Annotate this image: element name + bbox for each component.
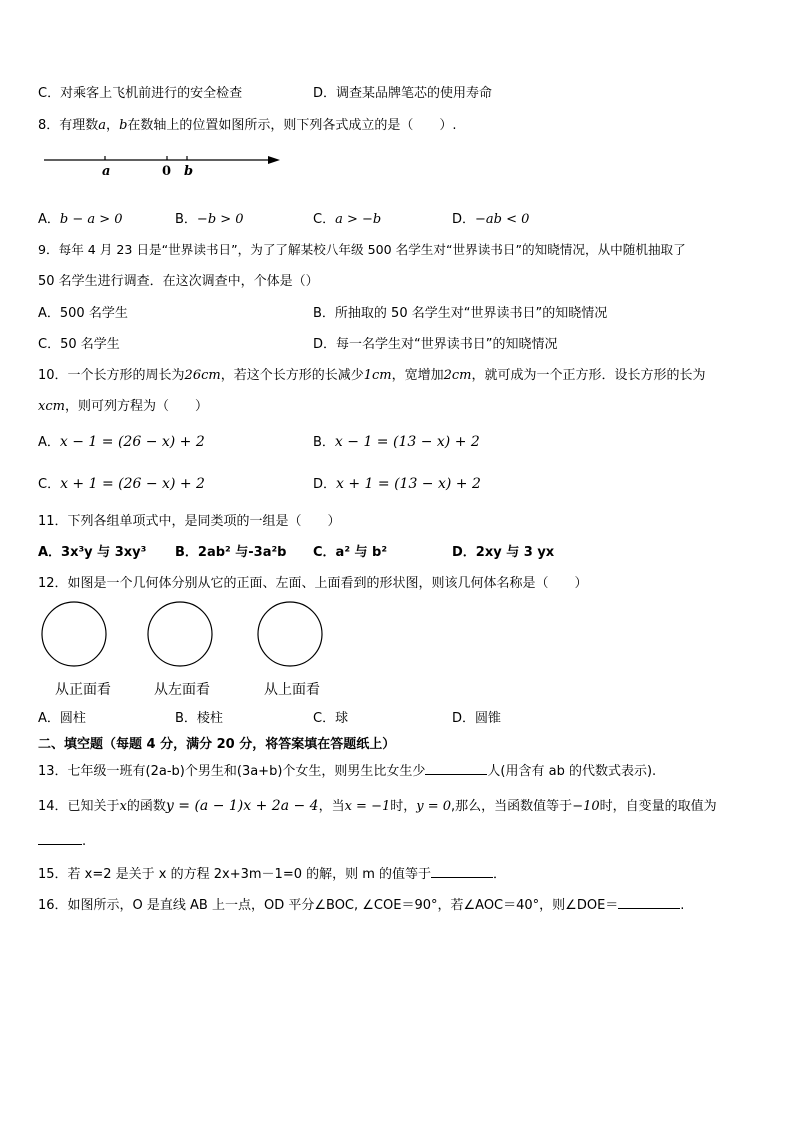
question-9-line-2: 50 名学生进行调查．在这次调查中，个体是（） xyxy=(38,274,319,289)
q9-option-b: B．所抽取的 50 名学生对“世界读书日”的知晓情况 xyxy=(313,306,608,321)
q8-option-a: A．b − a > 0 xyxy=(38,212,123,227)
q14-answer-blank[interactable] xyxy=(38,832,82,845)
q11-option-a: A．3x³y 与 3xy³ xyxy=(38,545,147,560)
q15-answer-blank[interactable] xyxy=(431,865,493,878)
question-15: 15．若 x=2 是关于 x 的方程 2x+3m－1=0 的解，则 m 的值等于 ． xyxy=(38,867,507,882)
section-2-title: 二、填空题（每题 4 分，满分 20 分，将答案填在答题纸上） xyxy=(38,737,396,752)
q8-option-b: B．−b > 0 xyxy=(175,212,244,227)
q12-option-a: A．圆柱 xyxy=(38,711,86,726)
question-9-line-1: 9．每年 4 月 23 日是“世界读书日”，为了了解某校八年级 500 名学生对“世界读书日”的知晓情况，从中随机抽取了 xyxy=(38,242,686,257)
question-12: 12．如图是一个几何体分别从它的正面、左面、上面看到的形状图，则该几何体名称是（ ） xyxy=(38,576,588,591)
question-13: 13．七年级一班有(2a-b)个男生和(3a+b)个女生，则男生比女生少 人(用含有 ab 的代数式表示). xyxy=(38,764,657,779)
q8-var-a: a xyxy=(98,118,107,133)
caption-left-view: 从左面看 xyxy=(154,682,210,698)
q13-answer-blank[interactable] xyxy=(425,762,487,775)
caption-top-view: 从上面看 xyxy=(264,682,320,698)
left-view-circle xyxy=(148,602,212,666)
question-14-line-2: . xyxy=(38,832,86,849)
question-16: 16．如图所示，O 是直线 AB 上一点，OD 平分∠BOC, ∠COE＝90°，若∠AOC＝40°，则∠DOE＝ . xyxy=(38,898,685,913)
number-line-figure xyxy=(44,148,284,182)
label-b: b xyxy=(184,164,194,179)
question-10-line-2: xcm，则可列方程为（ ） xyxy=(38,399,208,414)
question-11: 11．下列各组单项式中，是同类项的一组是（ ） xyxy=(38,514,341,529)
q11-option-b: B．2ab² 与-3a²b xyxy=(175,545,287,560)
q10-option-a: A．x − 1 = (26 − x) + 2 xyxy=(38,434,205,450)
q8-option-c: C．a > −b xyxy=(313,212,382,227)
caption-front-view: 从正面看 xyxy=(55,682,111,698)
q11-option-d: D．2xy 与 3 yx xyxy=(452,545,555,560)
q10-option-c: C．x + 1 = (26 − x) + 2 xyxy=(38,476,205,492)
q12-option-b: B．棱柱 xyxy=(175,711,223,726)
q11-option-c: C．a² 与 b² xyxy=(313,545,388,560)
q7-option-c: C．对乘客上飞机前进行的安全检查 xyxy=(38,86,243,101)
q8-option-d: D．−ab < 0 xyxy=(452,212,530,227)
q12-option-c: C．球 xyxy=(313,711,349,726)
front-view-circle xyxy=(42,602,106,666)
q9-option-c: C．50 名学生 xyxy=(38,337,120,352)
q10-option-d: D．x + 1 = (13 − x) + 2 xyxy=(313,476,481,492)
question-8 xyxy=(38,114,457,133)
label-zero: 0 xyxy=(162,164,172,179)
top-view-circle xyxy=(258,602,322,666)
question-14-line-1: 14．已知关于x的函数y = (a − 1)x + 2a − 4，当x = −1时，y = 0,那么，当函数值等于−10时，自变量的取值为 xyxy=(38,798,717,814)
q12-option-d: D．圆锥 xyxy=(452,711,502,726)
q7-option-d: D．调查某品牌笔芯的使用寿命 xyxy=(313,86,493,101)
label-a: a xyxy=(102,164,111,179)
q8-text-b: ， xyxy=(106,118,120,133)
q9-option-a: A．500 名学生 xyxy=(38,306,128,321)
q10-option-b: B．x − 1 = (13 − x) + 2 xyxy=(313,434,480,450)
number-line-arrow xyxy=(268,156,280,164)
question-10-line-1: 10．一个长方形的周长为26cm，若这个长方形的长减少1cm，宽增加2cm，就可成为一个正方形．设长方形的长为 xyxy=(38,368,706,383)
q8-text-a: 8．有理数 xyxy=(38,118,99,133)
q8-text-c: 在数轴上的位置如图所示，则下列各式成立的是（ ）. xyxy=(127,118,457,133)
three-views-figure xyxy=(38,600,338,672)
q8-var-b: b xyxy=(119,118,128,133)
q16-answer-blank[interactable] xyxy=(618,896,680,909)
q9-option-d: D．每一名学生对“世界读书日”的知晓情况 xyxy=(313,337,558,352)
